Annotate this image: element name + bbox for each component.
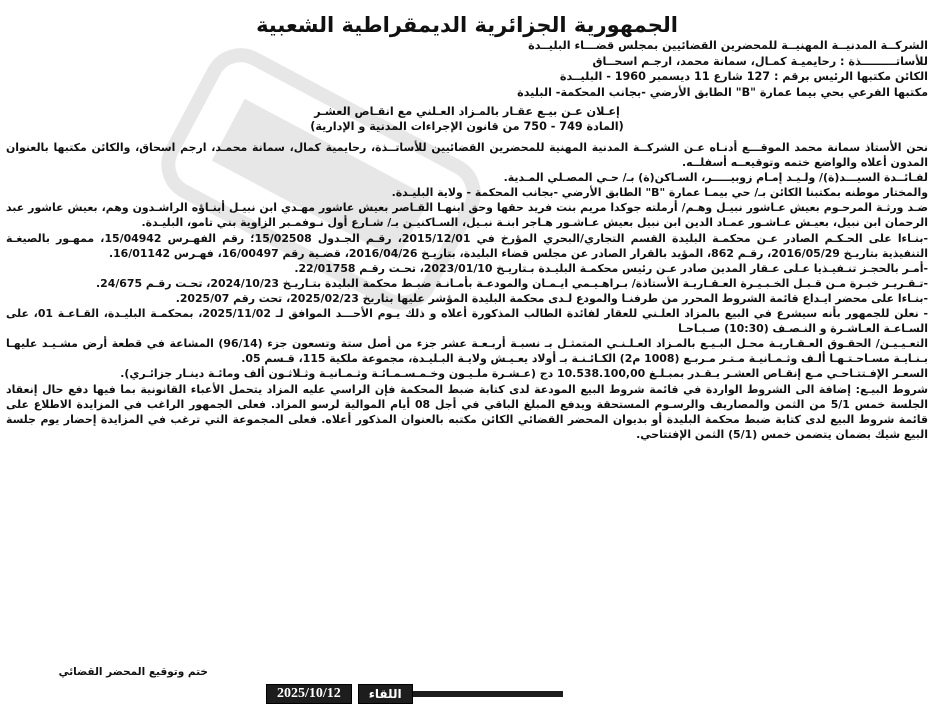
firm-address: الكائن مكتبها الرئيس برقم : 127 شارع 11 ديسمبر 1960 - البليــدة	[559, 70, 928, 83]
firm-header	[6, 38, 928, 100]
publication-footer	[266, 684, 569, 704]
notice-heading	[6, 104, 928, 134]
publication-date: 2025/10/12	[266, 684, 352, 704]
firm-branch: مكتبها الفرعي بحي بيما عمارة "B" الطابق الأرضي -بجانب المحكمة- البليدة	[517, 85, 928, 99]
paragraph: -تـقـريـر خبـرة مـن قـبـل الخـبـيـرة العـقـاريـة الأستاذة/ بـراهـيـمي ايـمـان والمودعـة بأمـانـة ضبـط محكمة البليدة بتـاريـخ 2024/10/23، تحـت رقـم 24/675.	[96, 276, 928, 290]
firm-name: الشركــة المدنيــة المهنيــة للمحضرين القضائيين بمجلس قضـــاء البليــدة	[528, 39, 928, 52]
paragraph: شروط البيـع: إضافة الى الشروط الواردة في قائمة شروط البيع المودعة لدى كتابة ضبط المحكمة فإن الراسي عليه المزاد يتحمل الأعباء القانونية بما فيها دفع حال إنعقاد الجلسة خمس 5/1 من الثمن والمصاريف والرسـوم المستحقة ويدفع المبلغ الباقي في أجل 08 أيام الموالية لرسو المزاد. فعلى الجمهور الراغب في المزايدة الاطلاع على قائمة شروط البيع لدى كتابة ضبط محكمة البليدة أو بديوان المحضر القضائي الكائن مكتبه بالعنوان المذكور أعلاه. فعلى المجموعة التي ترغب في المزايدة إحضار يوم جلسة البيع شيك بضمان يتضمن خمس (5/1) الثمن الإفتتاحي.	[6, 382, 928, 441]
notice-title: إعـلان عـن بيـع عقـار بالمـزاد العـلني مع انقـاص العشـر	[314, 105, 620, 118]
paragraph: التعـيـيـن/ الحقـوق العـقـاريـة محـل البـيـع بالمـزاد العـلـنـي المتمثـل بـ نسبـة أربـعـة عشر جزء من أصل ستة وتسعون جزء (96/14) المشاعة في قطعة أرض مشـيـد عليهـا بـنـايـة مسـاحـتـهـا ألـف وثـمـانيـة مـتـر مـربـع (1008 م2) الكـائـنـة بـ أولاد يعـيـش ولايـة البـليـدة، مجموعة ملكية 115، قـسم 05.	[6, 337, 929, 366]
paragraph: -أمـر بالحجـز تنـفيـذيا عـلى عـقار المدين صادر عـن رئيس محكمـة البليـدة بـتاريـخ 2023/01/10، تحـت رقـم 22/01758.	[294, 261, 928, 275]
paragraph: -بنـاءا على الحـكـم الصادر عـن محكمـة البليدة القسم التجاري/البحري المؤرخ في 2015/12/01، رقـم الجـدول 15/02508؛ رقم الفهـرس 15/04942، ممهـور بالصيغـة التنفيذية بتاريـخ 2016/05/29، رقـم 862، المؤيد بالقرار الصادر عن مجلس قضاء البليدة، بتاريـخ 2016/04/26، قضـية رقم 16/00497، فهـرس 16/01142.	[6, 231, 928, 260]
paragraph: ضـد ورثـة المرحـوم بعيش عـاشور نبيـل وهـم/ أرملته جوكدا مريم بنت فريد حقها وحق ابنهـا القـاصر بعيش عاشور مهـدي ابن نبيـل أبنـاؤه الراشـدون وهم، بعيش عاشور عبد الرحمان ابن نبيل، بعيـش عـاشـور عمـاد الدين ابن نبيل بعيش عـاشـور هـاجر ابنـة نبـيل، السـاكنيـن بـ/ شـارع أول نـوفمـبر الزاوية بني تامو، البليـدة.	[6, 201, 928, 230]
legal-notice-page	[6, 4, 929, 701]
notice-subtitle: (المادة 749 - 750 من قانون الإجراءات المدنية و الإدارية)	[310, 120, 624, 133]
page-title: الجمهورية الجزائرية الديمقراطية الشعبية	[256, 13, 678, 37]
signature-line: ختم وتوقيع المحضر القضائي	[58, 666, 208, 678]
paragraph: - نعلن للجمهور بأنه سيشرع في البيع بالمزاد العلـني للعقار لفائدة الطالب المذكورة أعلاه و ذلك يـوم الأحـــد الموافق لـ 2025/11/02، بمحكمـة البليـدة، القـاعـة 01، على السـاعـة العـاشـرة و النـصـف (10:30) صـبـاحـا	[6, 307, 928, 336]
publication-name: اللقاء	[358, 684, 413, 704]
paragraph: والمختار موطنه بمكتبنا الكائن بـ/ حي بيمـا عمارة "B" الطابق الأرضي -بجانب المحكمة - ولاية البليـدة.	[391, 186, 928, 200]
footer-rule	[413, 691, 563, 697]
paragraph: -بنـاءا على محضر ايـداع قائمة الشروط المحرر من طرفنـا والمودع لـدى محكمة البليدة المؤشر عليها بتاريخ 2025/02/23، تحت رقم 2025/07.	[175, 291, 928, 305]
paragraph: نحن الأستاذ سمانة محمد الموقـــع أدنـاه عـن الشركــة المدنية المهنية للمحضرين القضائيين للأساتــذة، رحايمية كمال، سمانة محمـد، ارجم اسحاق، والكائن مكتبها بالعنوان المدون أعلاه والواضع ختمه وتوقيعــه أسفلــه.	[6, 141, 928, 170]
paragraph: لفـائــدة السيـــد(ة)/ ولـيـد إمـام زوبيـــــر، السـاكن(ة) بـ/ حـي المصـلي المـدية.	[503, 171, 928, 185]
paragraph: السعـر الإفـتتـاحـي مـع إنقـاص العشـر يـقـدر بمبـلـغ 10.538.100,00 دج (عـشـرة ملـيـون وخـمـسـمـائـة وثـمـانيـة وثـلاثـون ألف ومائـة دينـار جزائـري).	[120, 367, 928, 381]
firm-members: للأساتـــــــــذة : رحايميـة كمـال، سمانة محمد، ارجـم اسحــاق	[592, 54, 928, 68]
notice-body	[6, 140, 928, 442]
